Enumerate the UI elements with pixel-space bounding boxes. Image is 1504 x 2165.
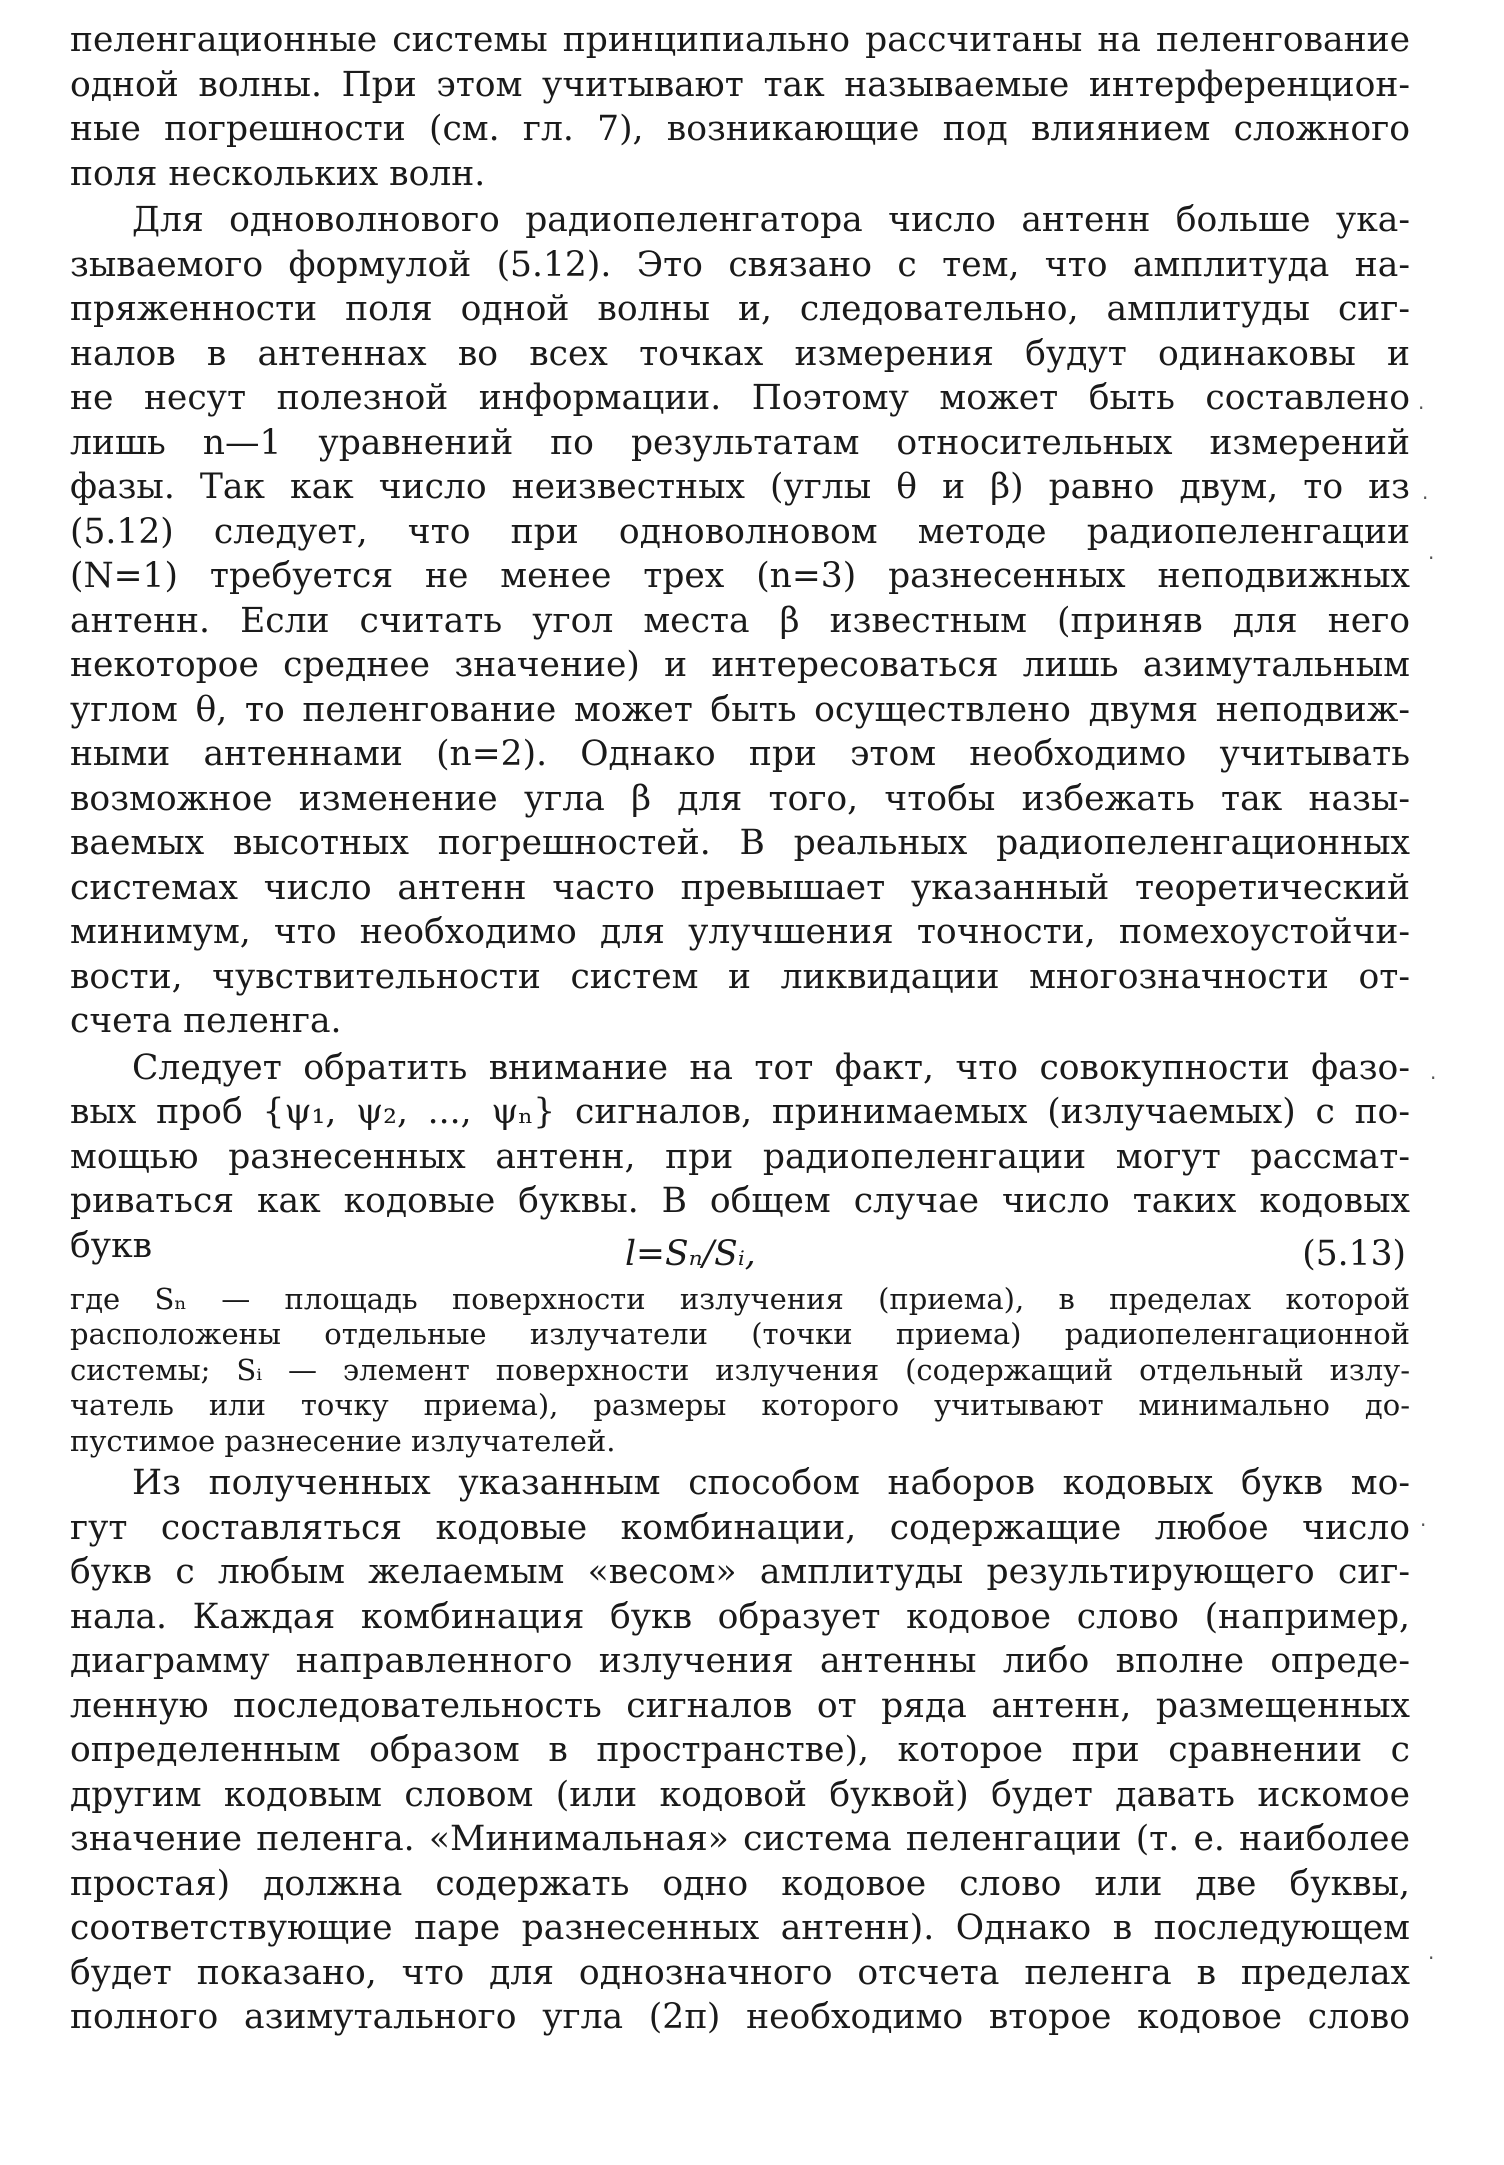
equation-expression: l=Sₙ/Sᵢ, (625, 1233, 756, 1274)
text-line: (5.12) следует, что при одноволновом методе радиопеленгации (70, 511, 1410, 552)
text-line: пустимое разнесение излучателей. (70, 1423, 616, 1458)
text-line: (N=1) требуется не менее трех (n=3) разнесенных неподвижных (70, 556, 1410, 596)
text-line: где Sₙ — площадь поверхности излучения (приема), в пределах которой (70, 1281, 1410, 1316)
text-line: риваться как кодовые буквы. В общем случае число таких кодовых (70, 1181, 1410, 1221)
text-line: антенн. Если считать угол места β известным (приняв для него (70, 600, 1410, 641)
text-line: налов в антеннах во всех точках измерения будут одинаковы и (70, 333, 1410, 374)
text-line: зываемого формулой (5.12). Это связано с тем, что амплитуда на- (70, 244, 1410, 285)
text-line: одной волны. При этом учитывают так называемые интерференцион- (70, 64, 1410, 105)
equation-5-13 (70, 1224, 1410, 1274)
text-line: некоторое среднее значение) и интересоваться лишь азимутальным (70, 645, 1410, 685)
text-line: чатель или точку приема), размеры которого учитывают минимально до- (70, 1388, 1410, 1422)
text-line: системах число антенн часто превышает указанный теоретический (70, 867, 1410, 908)
equation-number: (5.13) (1302, 1233, 1406, 1274)
equation-lead-text: букв (70, 1225, 153, 1266)
text-line: системы; Sᵢ — элемент поверхности излучения (содержащий отдельный излу- (70, 1352, 1410, 1387)
text-line: значение пеленга. «Минимальная» система пеленгации (т. е. наиболее (70, 1819, 1410, 1859)
text-line: ленную последовательность сигналов от ряда антенн, размещенных (70, 1685, 1410, 1726)
text-line: лишь n—1 уравнений по результатам относительных измерений (70, 422, 1410, 463)
text-line: нала. Каждая комбинация букв образует кодовое слово (например, (70, 1596, 1410, 1637)
text-line: счета пеленга. (70, 1001, 342, 1041)
scan-speck: · (1418, 396, 1425, 420)
text-line: полного азимутального угла (2π) необходимо второе кодовое слово (70, 1997, 1410, 2037)
scan-speck: · (1428, 546, 1435, 570)
definition-block (70, 1282, 1410, 1460)
text-line: минимум, что необходимо для улучшения точности, помехоустойчи- (70, 912, 1410, 952)
text-line: поля нескольких волн. (70, 153, 486, 194)
scan-speck: · (1428, 1946, 1435, 1970)
text-line: вых проб {ψ₁, ψ₂, ..., ψₙ} сигналов, принимаемых (излучаемых) с по- (70, 1092, 1410, 1132)
paragraph-intro (70, 18, 1410, 196)
text-line: другим кодовым словом (или кодовой буквой) будет давать искомое (70, 1774, 1410, 1815)
text-line: углом θ, то пеленгование может быть осуществлено двумя неподвиж- (70, 689, 1410, 730)
text-line: диаграмму направленного излучения антенны либо вполне опреде- (70, 1641, 1410, 1681)
text-line: простая) должна содержать одно кодовое слово или две буквы, (70, 1863, 1410, 1904)
text-line: пряженности поля одной волны и, следовательно, амплитуды сиг- (70, 289, 1410, 329)
text-line: гут составляться кодовые комбинации, содержащие любое число (70, 1507, 1410, 1548)
text-line: фазы. Так как число неизвестных (углы θ и β) равно двум, то из (70, 467, 1410, 507)
document-page (70, 18, 1410, 2040)
paragraph-code-words (70, 1461, 1410, 2040)
text-line: Из полученных указанным способом наборов кодовых букв мо- (132, 1463, 1410, 1503)
text-line: ными антеннами (n=2). Однако при этом необходимо учитывать (70, 734, 1410, 774)
text-line: мощью разнесенных антенн, при радиопеленгации могут рассмат- (70, 1136, 1410, 1177)
text-line: Следует обратить внимание на тот факт, что совокупности фазо- (132, 1047, 1410, 1088)
text-line: расположены отдельные излучатели (точки приема) радиопеленгационной (70, 1317, 1410, 1351)
text-line: ные погрешности (см. гл. 7), возникающие под влиянием сложного (70, 109, 1410, 149)
text-line: будет показано, что для однозначного отсчета пеленга в пределах (70, 1952, 1410, 1993)
text-line: определенным образом в пространстве), которое при сравнении с (70, 1730, 1410, 1770)
paragraph-antenna-count (70, 198, 1410, 1044)
text-line: возможное изменение угла β для того, чтобы избежать так назы- (70, 778, 1410, 819)
paragraph-code-letters (70, 1046, 1410, 1224)
text-line: ваемых высотных погрешностей. В реальных радиопеленгационных (70, 823, 1410, 863)
text-line: пеленгационные системы принципиально рассчитаны на пеленгование (70, 20, 1410, 60)
text-line: не несут полезной информации. Поэтому может быть составлено (70, 378, 1410, 418)
scan-speck: · (1422, 486, 1429, 510)
text-line: соответствующие паре разнесенных антенн). Однако в последующем (70, 1908, 1410, 1948)
scan-speck: · (1430, 1066, 1437, 1090)
text-line: вости, чувствительности систем и ликвидации многозначности от- (70, 956, 1410, 997)
text-line: букв с любым желаемым «весом» амплитуды результирующего сиг- (70, 1552, 1410, 1592)
text-line: Для одноволнового радиопеленгатора число антенн больше ука- (132, 200, 1410, 240)
scan-speck: · (1420, 1513, 1427, 1537)
